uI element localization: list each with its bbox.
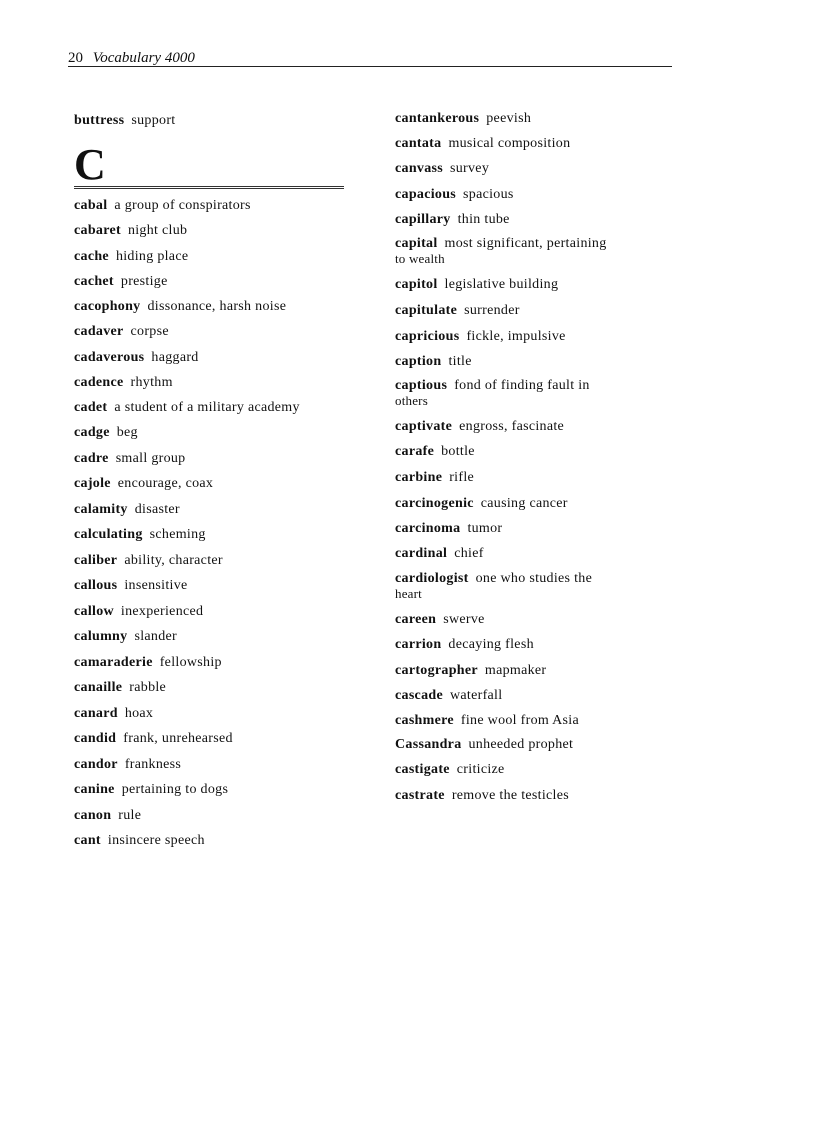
entry-definition: support	[131, 113, 176, 128]
dictionary-entry	[395, 187, 685, 203]
entry-word: cadence	[74, 375, 124, 390]
entry-word: capitulate	[395, 303, 458, 318]
dictionary-entry	[395, 378, 685, 408]
entry-word: cantata	[395, 136, 442, 151]
dictionary-entry	[395, 663, 685, 679]
dictionary-entry	[395, 612, 685, 628]
entry-word: cajole	[74, 476, 111, 491]
entry-definition: small group	[115, 451, 186, 466]
entry-word: candid	[74, 731, 117, 746]
entry-definition: unheeded prophet	[468, 737, 574, 752]
book-title: Vocabulary 4000	[92, 50, 195, 66]
dictionary-entry	[395, 419, 685, 435]
entry-word: canvass	[395, 161, 443, 176]
dictionary-entry	[395, 161, 685, 177]
section-letter: C	[74, 140, 106, 189]
entry-word: cardinal	[395, 546, 448, 561]
dictionary-entry	[74, 655, 364, 671]
entry-definition: mapmaker	[484, 663, 547, 678]
entry-word: cadre	[74, 451, 109, 466]
entry-definition: surrender	[464, 303, 520, 318]
entry-word: candor	[74, 757, 118, 772]
entry-word: castigate	[395, 762, 450, 777]
dictionary-entry	[395, 688, 685, 704]
dictionary-entry	[74, 350, 364, 366]
entry-word: canon	[74, 808, 112, 823]
dictionary-entry	[74, 706, 364, 722]
dictionary-entry	[395, 236, 685, 266]
dictionary-entry	[74, 299, 364, 315]
entry-definition: fellowship	[159, 655, 222, 670]
entry-definition: swerve	[443, 612, 485, 627]
dictionary-entry	[74, 808, 364, 824]
entry-definition: encourage, coax	[117, 476, 214, 491]
dictionary-entry	[74, 731, 364, 747]
entry-word: cadge	[74, 425, 110, 440]
dictionary-entry	[395, 713, 685, 729]
entry-definition: insensitive	[124, 578, 188, 593]
dictionary-entry	[74, 375, 364, 391]
entry-definition: dissonance, harsh noise	[147, 299, 287, 314]
dictionary-entry	[74, 400, 364, 416]
dictionary-entry	[395, 303, 685, 319]
dictionary-entry	[74, 113, 364, 129]
dictionary-entry	[74, 502, 364, 518]
entry-word: carrion	[395, 637, 442, 652]
dictionary-entry	[74, 833, 364, 849]
entry-word: calculating	[74, 527, 143, 542]
dictionary-entry	[395, 277, 685, 293]
entry-definition: night club	[127, 223, 188, 238]
entry-word: cache	[74, 249, 109, 264]
entry-word: cadet	[74, 400, 108, 415]
entry-word: cabal	[74, 198, 108, 213]
entry-definition: decaying flesh	[448, 637, 534, 652]
entry-definition: beg	[116, 425, 138, 440]
dictionary-entry	[74, 629, 364, 645]
entry-word: capitol	[395, 277, 438, 292]
entry-definition: survey	[450, 161, 490, 176]
dictionary-entry	[74, 274, 364, 290]
entry-word: cant	[74, 833, 101, 848]
entry-definition: inexperienced	[120, 604, 204, 619]
dictionary-entry	[395, 136, 685, 152]
entry-definition: fickle, impulsive	[466, 329, 566, 344]
entry-word: cantankerous	[395, 111, 480, 126]
entry-definition: frankness	[124, 757, 182, 772]
entry-definition: engross, fascinate	[459, 419, 565, 434]
entry-definition: peevish	[486, 111, 532, 126]
entry-definition: scheming	[149, 527, 206, 542]
dictionary-entry	[395, 737, 685, 753]
entry-definition: criticize	[456, 762, 505, 777]
entry-definition: causing cancer	[480, 496, 568, 511]
entry-word: cartographer	[395, 663, 478, 678]
dictionary-entry	[74, 324, 364, 340]
entry-definition: legislative building	[444, 277, 559, 292]
entry-definition: tumor	[467, 521, 503, 536]
dictionary-entry	[74, 425, 364, 441]
dictionary-entry	[395, 762, 685, 778]
entry-word: capacious	[395, 187, 457, 202]
dictionary-entry	[74, 451, 364, 467]
entry-definition: bottle	[441, 444, 475, 459]
entry-word: captivate	[395, 419, 453, 434]
dictionary-entry	[395, 496, 685, 512]
entry-word: careen	[395, 612, 437, 627]
entry-definition: corpse	[130, 324, 169, 339]
dictionary-entry	[395, 470, 685, 486]
entry-definition: thin tube	[457, 212, 510, 227]
dictionary-entry	[395, 546, 685, 562]
entry-definition-continued: heart	[395, 586, 422, 601]
entry-definition: fine wool from Asia	[460, 713, 579, 728]
entry-word: canaille	[74, 680, 123, 695]
entry-word: canard	[74, 706, 118, 721]
entry-word: cashmere	[395, 713, 454, 728]
entry-definition: most significant, pertaining	[444, 236, 607, 251]
entry-word: carbine	[395, 470, 443, 485]
entry-word: cachet	[74, 274, 114, 289]
dictionary-entry	[74, 223, 364, 239]
entry-word: cadaver	[74, 324, 124, 339]
entry-definition: rule	[118, 808, 142, 823]
entry-definition: insincere speech	[107, 833, 205, 848]
dictionary-entry	[74, 757, 364, 773]
entry-definition: remove the testicles	[451, 788, 570, 803]
section-letter-heading	[74, 140, 344, 189]
entry-word: carcinoma	[395, 521, 461, 536]
dictionary-entry	[395, 212, 685, 228]
entry-definition: a student of a military academy	[114, 400, 300, 415]
entry-definition: rhythm	[130, 375, 173, 390]
dictionary-entry	[395, 329, 685, 345]
dictionary-entry	[395, 354, 685, 370]
entry-word: buttress	[74, 113, 125, 128]
dictionary-entry	[74, 604, 364, 620]
dictionary-entry	[395, 788, 685, 804]
dictionary-entry	[74, 249, 364, 265]
entry-definition: fond of finding fault in	[454, 378, 590, 393]
entry-word: callous	[74, 578, 118, 593]
entry-word: cardiologist	[395, 571, 469, 586]
dictionary-entry	[395, 521, 685, 537]
entry-word: captious	[395, 378, 448, 393]
entry-word: caliber	[74, 553, 118, 568]
entry-definition-continued: to wealth	[395, 251, 445, 266]
entry-definition: one who studies the	[475, 571, 593, 586]
entry-definition: ability, character	[124, 553, 223, 568]
entry-word: capricious	[395, 329, 460, 344]
entry-definition: rabble	[129, 680, 167, 695]
entry-definition: hiding place	[115, 249, 189, 264]
dictionary-entry	[74, 527, 364, 543]
page-number: 20	[68, 50, 83, 66]
entry-word: camaraderie	[74, 655, 153, 670]
dictionary-entry	[74, 198, 364, 214]
entry-definition: musical composition	[448, 136, 571, 151]
entry-definition: chief	[454, 546, 484, 561]
entry-definition: hoax	[124, 706, 154, 721]
entry-definition: haggard	[151, 350, 199, 365]
entry-word: capital	[395, 236, 438, 251]
entry-definition: prestige	[120, 274, 168, 289]
dictionary-entry	[74, 782, 364, 798]
entry-word: carafe	[395, 444, 435, 459]
entry-definition: spacious	[463, 187, 514, 202]
entry-word: capillary	[395, 212, 451, 227]
entry-word: canine	[74, 782, 115, 797]
dictionary-entry	[74, 578, 364, 594]
dictionary-entry	[74, 680, 364, 696]
entry-word: calumny	[74, 629, 128, 644]
running-header	[68, 50, 672, 67]
entry-definition: rifle	[449, 470, 475, 485]
entry-word: calamity	[74, 502, 128, 517]
dictionary-entry	[395, 444, 685, 460]
dictionary-entry	[74, 476, 364, 492]
entry-word: cadaverous	[74, 350, 145, 365]
entry-definition: a group of conspirators	[114, 198, 251, 213]
entry-word: callow	[74, 604, 114, 619]
entry-word: caption	[395, 354, 442, 369]
dictionary-entry	[395, 637, 685, 653]
entry-definition: frank, unrehearsed	[123, 731, 233, 746]
entry-definition-continued: others	[395, 393, 428, 408]
entry-word: cacophony	[74, 299, 141, 314]
entry-definition: slander	[134, 629, 177, 644]
entry-word: cascade	[395, 688, 443, 703]
entry-word: Cassandra	[395, 737, 462, 752]
entry-definition: waterfall	[449, 688, 503, 703]
dictionary-entry	[395, 571, 685, 601]
entry-definition: pertaining to dogs	[121, 782, 229, 797]
entry-definition: disaster	[134, 502, 180, 517]
entry-word: castrate	[395, 788, 445, 803]
entry-word: cabaret	[74, 223, 121, 238]
entry-word: carcinogenic	[395, 496, 474, 511]
dictionary-entry	[395, 111, 685, 127]
entry-definition: title	[448, 354, 472, 369]
dictionary-entry	[74, 553, 364, 569]
